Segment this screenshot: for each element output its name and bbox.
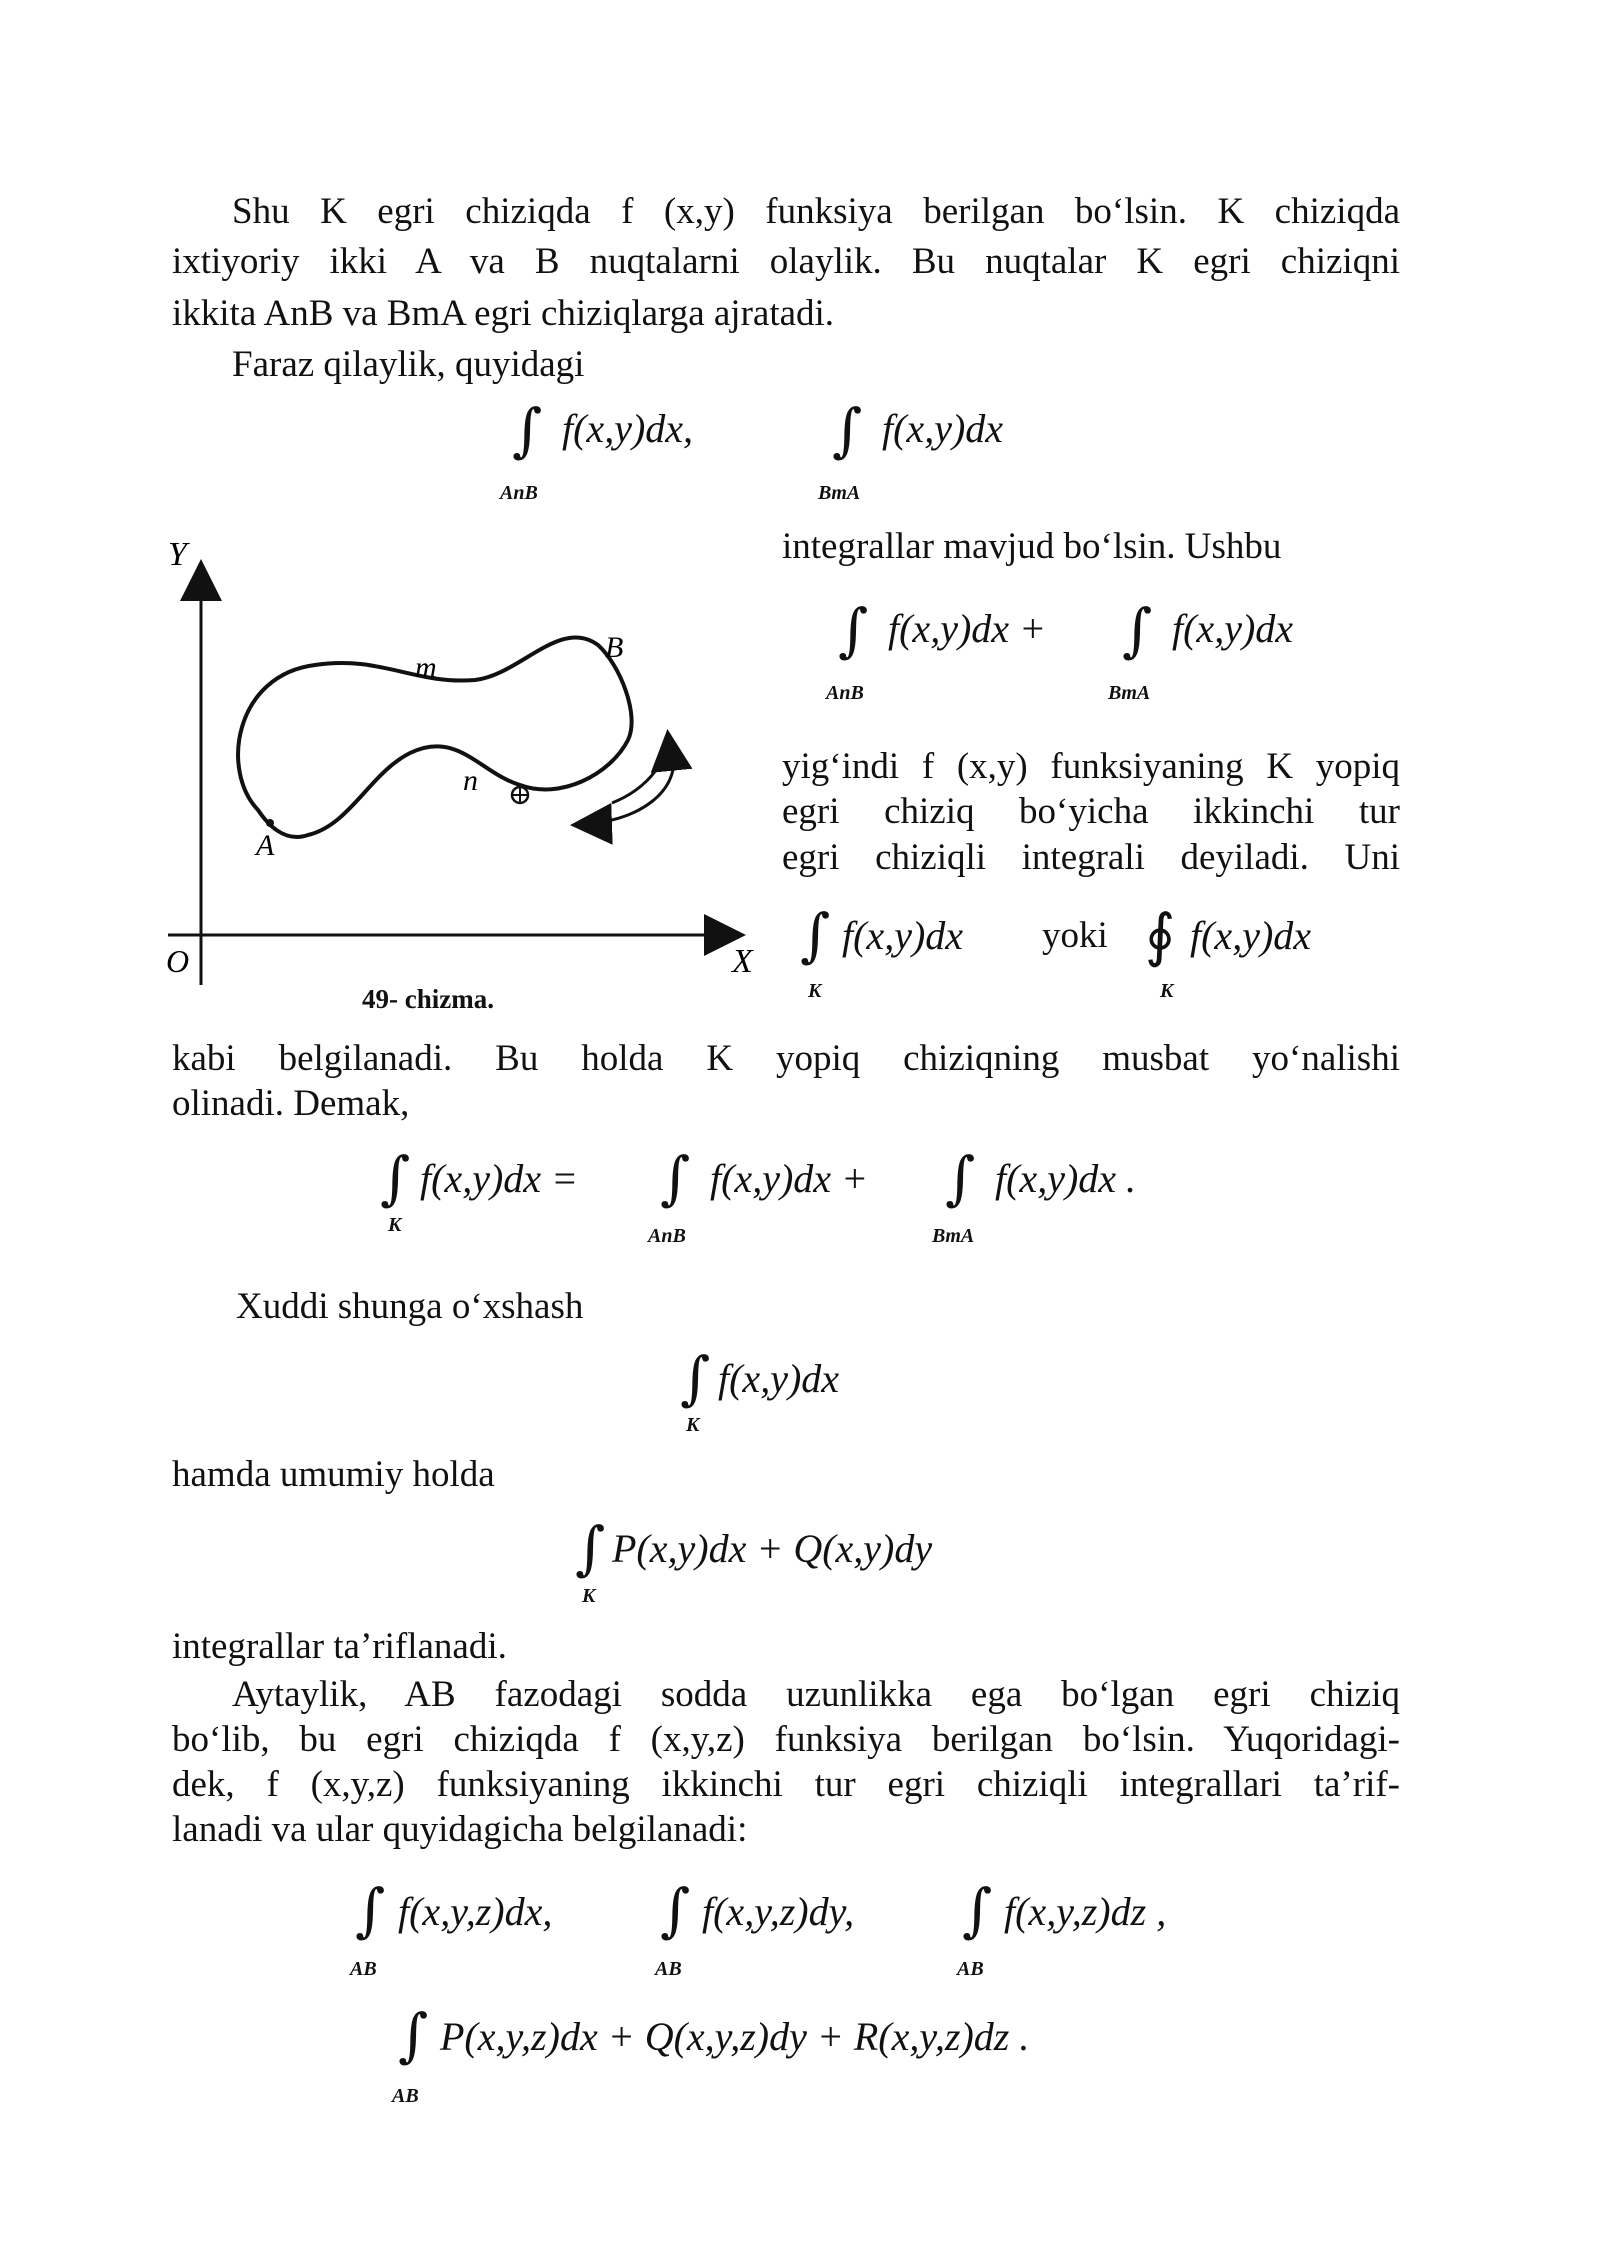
paragraph7-line2: bo‘lib, bu egri chiziqda f (x,y,z) funksiya berilgan bo‘lsin. Yuqoridagi- (172, 1719, 1400, 1760)
formula-1-left-sub: AnB (500, 482, 538, 504)
formula-5-expr: f(x,y)dx (718, 1356, 840, 1401)
paragraph2-line1: Faraz qilaylik, quyidagi (232, 344, 585, 385)
curve-label-n: n (463, 764, 478, 797)
formula-4-term1-expr: f(x,y)dx + (710, 1156, 869, 1201)
formula-3-right-expr: f(x,y)dx (1190, 913, 1312, 958)
formula-1-left-expr: f(x,y)dx, (562, 406, 694, 451)
integral-sign: ∫ (380, 1144, 411, 1212)
curve-label-m: m (415, 651, 437, 684)
formula-1-right-expr: f(x,y)dx (882, 406, 1004, 451)
side-text-line4: egri chiziqli integrali deyiladi. Uni (782, 837, 1400, 878)
y-axis-label: Y (168, 536, 187, 573)
integral-sign: ∫ (680, 1344, 711, 1412)
side-text-line3: egri chiziq bo‘yicha ikkinchi tur (782, 791, 1400, 832)
formula-8-sub: AB (392, 2085, 419, 2107)
formula-5-sub: K (686, 1414, 700, 1436)
formula-3-right-sub: K (1160, 980, 1174, 1002)
origin-label: O (166, 943, 190, 979)
paragraph3-line2: olinadi. Demak, (172, 1083, 410, 1124)
integral-sign: ∫ (1122, 596, 1153, 664)
integral-sign: ∫ (800, 901, 831, 969)
paragraph7-line3: dek, f (x,y,z) funksiyaning ikkinchi tur egri chiziqli integrallari ta’rif- (172, 1764, 1400, 1805)
x-axis-label: X (732, 943, 753, 980)
formula-7-t3-sub: AB (957, 1958, 984, 1980)
integral-sign: ∫ (838, 596, 869, 664)
integral-sign: ∫ (945, 1144, 976, 1212)
contour-integral-sign: ∮ (1145, 901, 1176, 969)
paragraph1-line1: Shu K egri chiziqda f (x,y) funksiya berilgan bo‘lsin. K chiziqda (232, 191, 1400, 232)
point-a-dot (266, 819, 274, 827)
integral-sign: ∫ (575, 1514, 606, 1582)
paragraph1-line3: ikkita AnB va BmA egri chiziqlarga ajratadi. (172, 293, 835, 334)
figure-caption: 49- chizma. (362, 984, 494, 1014)
integral-sign: ∫ (660, 1144, 691, 1212)
formula-4-lhs-expr: f(x,y)dx = (420, 1156, 579, 1201)
formula-1-right-sub: BmA (818, 482, 861, 504)
formula-4-lhs-sub: K (388, 1214, 402, 1236)
integral-sign: ∫ (832, 396, 863, 464)
side-text-line2: yig‘indi f (x,y) funksiyaning K yopiq (782, 746, 1400, 787)
formula-2-left-expr: f(x,y)dx + (888, 606, 1047, 651)
paragraph6-line1: integrallar ta’riflanadi. (172, 1626, 507, 1667)
paragraph1-line2: ixtiyoriy ikki A va B nuqtalarni olaylik. Bu nuqtalar K egri chiziqni (172, 241, 1400, 282)
formula-3-left-expr: f(x,y)dx (842, 913, 964, 958)
formula-2-right-sub: BmA (1108, 682, 1151, 704)
paragraph7-line4: lanadi va ular quyidagicha belgilanadi: (172, 1809, 748, 1850)
formula-7-t2-expr: f(x,y,z)dy, (702, 1889, 855, 1934)
formula-6-sub: K (582, 1585, 596, 1607)
paragraph4-line1: Xuddi shunga o‘xshash (236, 1286, 584, 1327)
integral-sign: ∫ (660, 1876, 691, 1944)
formula-7-t1-sub: AB (350, 1958, 377, 1980)
point-label-b: B (605, 631, 624, 664)
paragraph5-line1: hamda umumiy holda (172, 1454, 495, 1495)
formula-7-t2-sub: AB (655, 1958, 682, 1980)
integral-sign: ∫ (355, 1876, 386, 1944)
figure-49 (140, 525, 780, 1025)
formula-6-expr: P(x,y)dx + Q(x,y)dy (612, 1526, 933, 1571)
formula-3-middle: yoki (1042, 915, 1108, 956)
formula-4-term2-expr: f(x,y)dx . (995, 1156, 1137, 1201)
integral-sign: ∫ (512, 396, 543, 464)
integral-sign: ∫ (962, 1876, 993, 1944)
integral-sign: ∫ (398, 2001, 429, 2069)
formula-7-t3-expr: f(x,y,z)dz , (1004, 1889, 1167, 1934)
side-text-line1: integrallar mavjud bo‘lsin. Ushbu (782, 526, 1282, 567)
formula-4-term1-sub: AnB (648, 1225, 686, 1247)
formula-2-right-expr: f(x,y)dx (1172, 606, 1294, 651)
formula-2-left-sub: AnB (826, 682, 864, 704)
paragraph3-line1: kabi belgilanadi. Bu holda K yopiq chiziqning musbat yo‘nalishi (172, 1038, 1400, 1079)
formula-8-expr: P(x,y,z)dx + Q(x,y,z)dy + R(x,y,z)dz . (440, 2014, 1030, 2059)
paragraph7-line1: Aytaylik, AB fazodagi sodda uzunlikka ega bo‘lgan egri chiziq (232, 1674, 1400, 1715)
formula-7-t1-expr: f(x,y,z)dx, (398, 1889, 553, 1934)
formula-4-term2-sub: BmA (932, 1225, 975, 1247)
formula-3-left-sub: K (808, 980, 822, 1002)
point-label-a: A (256, 829, 275, 862)
